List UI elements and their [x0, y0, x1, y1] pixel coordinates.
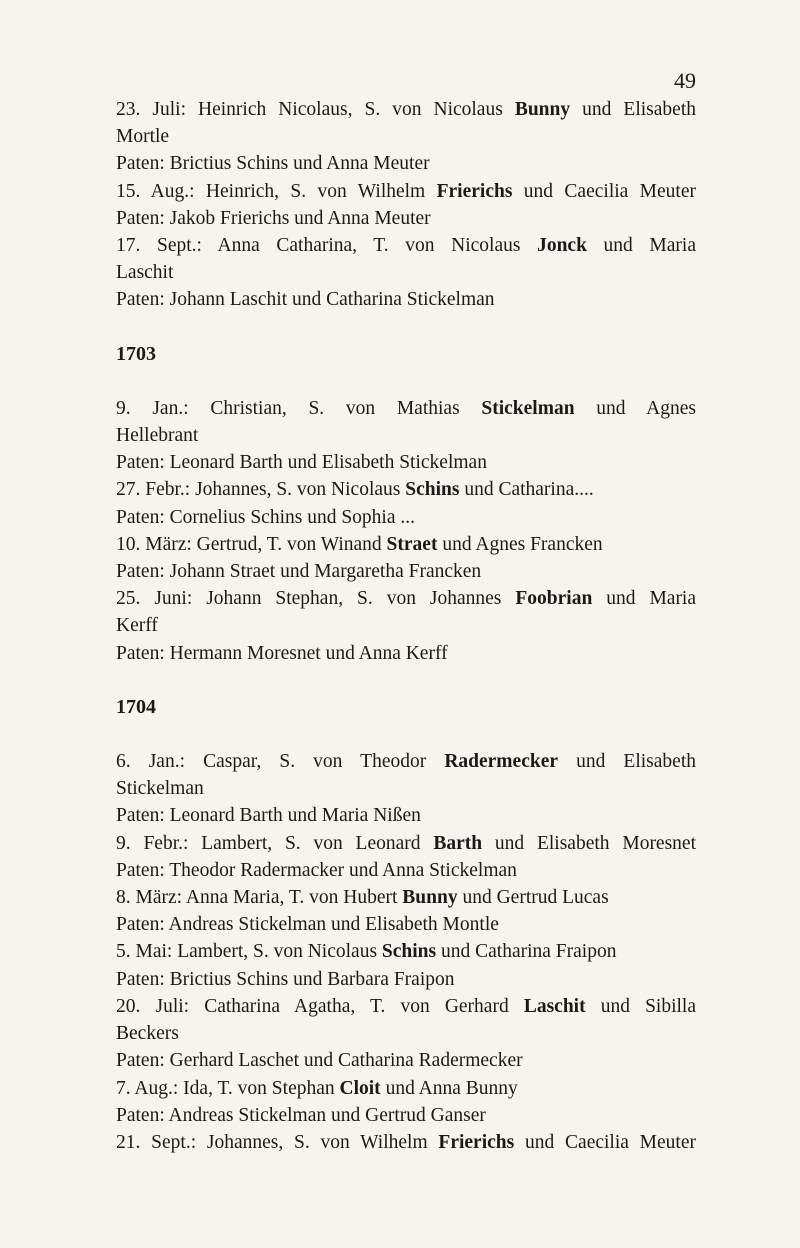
family-name: Frierichs	[436, 180, 513, 202]
entry-text: Paten: Brictius Schins und Anna Meuter	[116, 153, 430, 175]
register-line	[116, 1102, 696, 1129]
entry-text: 25. Juni: Johann Stephan, S. von Johannes	[116, 588, 516, 610]
entry-text: 6. Jan.: Caspar, S. von Theodor	[116, 751, 445, 773]
entry-text: und Elisabeth Moresnet	[482, 832, 696, 854]
entry-text: und Maria	[586, 235, 696, 257]
entry-text: 8. März: Anna Maria, T. von Hubert	[116, 887, 403, 909]
register-line	[116, 150, 696, 177]
family-name: Straet	[386, 533, 438, 555]
entry-text: 9. Jan.: Christian, S. von Mathias	[116, 397, 482, 419]
entry-text: 10. März: Gertrud, T. von Winand	[116, 533, 387, 555]
register-line	[116, 476, 696, 503]
entry-text: Hellebrant	[116, 425, 199, 447]
entry-text: Paten: Brictius Schins und Barbara Fraipon	[116, 968, 455, 990]
entry-text: 17. Sept.: Anna Catharina, T. von Nicolaus	[116, 235, 538, 257]
entry-text: 5. Mai: Lambert, S. von Nicolaus	[116, 941, 382, 963]
register-line	[116, 857, 696, 884]
family-name: Laschit	[523, 995, 586, 1017]
entry-text: 21. Sept.: Johannes, S. von Wilhelm	[116, 1131, 439, 1153]
entry-text: 7. Aug.: Ida, T. von Stephan	[116, 1077, 340, 1099]
register-line	[116, 1020, 696, 1047]
year-heading: 1704	[116, 695, 156, 718]
register-line	[116, 449, 696, 476]
family-name: Schins	[381, 941, 437, 963]
family-name: Cloit	[339, 1077, 381, 1099]
entry-text: Paten: Theodor Radermacker und Anna Stickelman	[116, 859, 517, 881]
register-line	[116, 504, 696, 531]
register-line	[116, 232, 696, 259]
entry-text: 23. Juli: Heinrich Nicolaus, S. von Nicolaus	[116, 99, 515, 120]
register-line	[116, 558, 696, 585]
register-line	[116, 612, 696, 639]
year-heading: 1703	[116, 342, 156, 365]
register-line	[116, 911, 696, 938]
entry-text: Paten: Leonard Barth und Elisabeth Stickelman	[116, 452, 487, 474]
family-name: Radermecker	[444, 751, 559, 773]
entry-text: Mortle	[116, 126, 170, 148]
page-number: 49	[674, 68, 696, 93]
entry-text: Paten: Johann Straet und Margaretha Francken	[116, 561, 482, 583]
register-line	[116, 286, 696, 313]
register-line	[116, 884, 696, 911]
register-line	[116, 96, 696, 123]
entry-text: Paten: Gerhard Laschet und Catharina Radermecker	[116, 1050, 523, 1072]
register-line	[116, 585, 696, 612]
entry-text: 9. Febr.: Lambert, S. von Leonard	[116, 832, 434, 854]
entry-text: 15. Aug.: Heinrich, S. von Wilhelm	[116, 180, 437, 202]
entry-text: und Catharina Fraipon	[436, 941, 617, 963]
register-line	[116, 1047, 696, 1074]
entry-text: Paten: Andreas Stickelman und Elisabeth Montle	[116, 914, 499, 936]
family-name: Foobrian	[515, 588, 593, 610]
entry-text: und Elisabeth	[558, 751, 696, 773]
entry-text: Paten: Jakob Frierichs und Anna Meuter	[116, 207, 431, 229]
register-line	[116, 802, 696, 829]
entry-text: und Catharina....	[459, 479, 594, 501]
entry-text: und Sibilla	[585, 995, 697, 1017]
register-line	[116, 178, 696, 205]
entry-text: 20. Juli: Catharina Agatha, T. von Gerhard	[116, 995, 524, 1017]
register-line	[116, 422, 696, 449]
family-name: Schins	[405, 479, 460, 501]
family-name: Bunny	[402, 887, 458, 909]
register-line	[116, 640, 696, 667]
register-line	[116, 830, 696, 857]
entry-text: und Gertrud Lucas	[457, 887, 609, 909]
register-line	[116, 1129, 696, 1156]
entry-text: Paten: Johann Laschit und Catharina Stickelman	[116, 289, 495, 311]
entry-text: und Elisabeth	[570, 99, 696, 120]
family-name: Jonck	[537, 235, 587, 257]
register-line	[116, 395, 696, 422]
entry-text: Kerff	[116, 615, 158, 637]
entry-text: und Maria	[592, 588, 697, 610]
family-name: Frierichs	[438, 1131, 515, 1153]
register-line	[116, 205, 696, 232]
entry-text: und Caecilia Meuter	[512, 180, 696, 202]
family-name: Bunny	[514, 99, 571, 120]
register-line	[116, 966, 696, 993]
register-line	[116, 1075, 696, 1102]
entry-text: und Agnes Francken	[437, 533, 603, 555]
register-line	[116, 775, 696, 802]
register-line	[116, 123, 696, 150]
entry-text: Paten: Hermann Moresnet und Anna Kerff	[116, 642, 448, 664]
entry-text: und Caecilia Meuter	[514, 1131, 696, 1153]
register-line	[116, 993, 696, 1020]
family-name: Stickelman	[481, 397, 575, 419]
entry-text: und Anna Bunny	[380, 1077, 518, 1099]
entry-text: Paten: Cornelius Schins und Sophia ...	[116, 506, 415, 528]
entry-text: Stickelman	[116, 778, 204, 800]
register-content	[116, 96, 696, 1156]
register-line	[116, 938, 696, 965]
entry-text: 27. Febr.: Johannes, S. von Nicolaus	[116, 479, 406, 501]
register-line	[116, 259, 696, 286]
register-line	[116, 748, 696, 775]
entry-text: Paten: Andreas Stickelman und Gertrud Ganser	[116, 1104, 486, 1126]
register-line	[116, 531, 696, 558]
family-name: Barth	[433, 832, 483, 854]
entry-text: Paten: Leonard Barth und Maria Nißen	[116, 805, 421, 827]
entry-text: und Agnes	[574, 397, 696, 419]
entry-text: Beckers	[116, 1023, 179, 1045]
entry-text: Laschit	[116, 262, 174, 284]
